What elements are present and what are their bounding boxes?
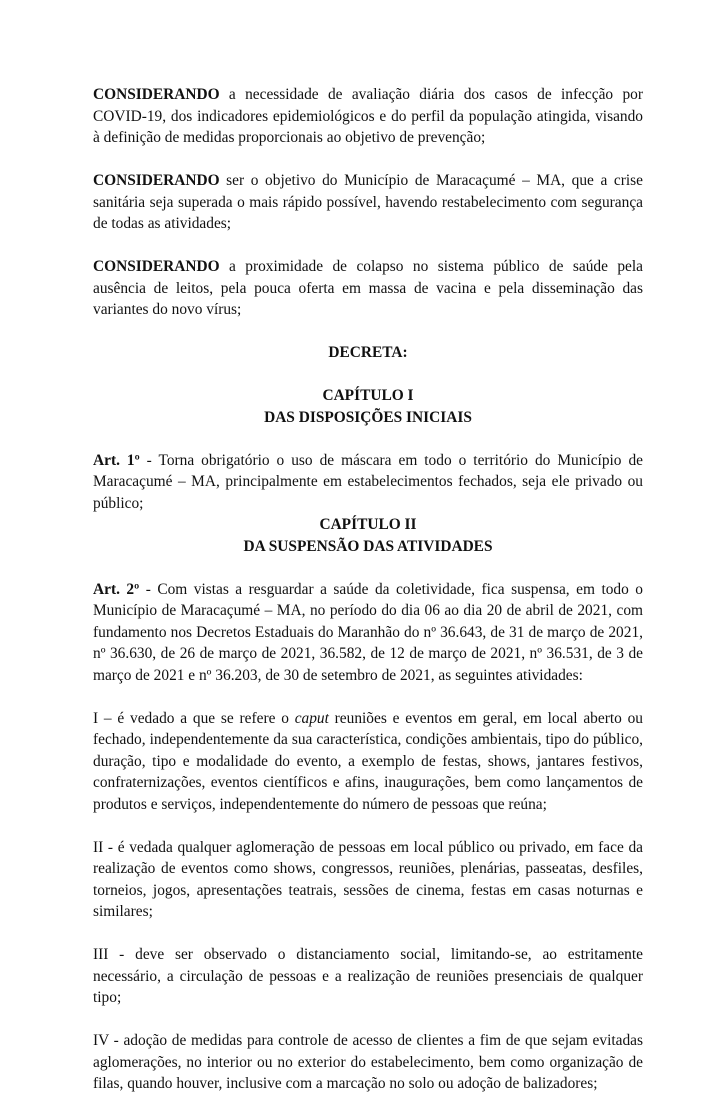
chapter-2-subtitle: DA SUSPENSÃO DAS ATIVIDADES <box>243 537 493 555</box>
considerando-text: ser o objetivo do Município de Maracaçumé – MA, que a crise sanitária seja superada o mais rápido possível, havendo restabelecimento com segurança de todas as atividades; <box>93 172 643 232</box>
inciso-1-after: reuniões e eventos em geral, em local aberto ou fechado, independentemente da sua característica, condições ambientais, tipo do público, duração, tipo e modalidade do evento, a exemplo de festas, shows, jantares festivos, confraternizações, eventos científicos e afins, inaugurações, bem como lançamentos de produtos e serviços, independentemente do número de pessoas que reúna; <box>93 709 643 813</box>
document-page <box>93 84 643 1095</box>
inciso-3: III - deve ser observado o distanciamento social, limitando-se, ao estritamente necessário, a circulação de pessoas e a realização de reuniões presenciais de qualquer tipo; <box>93 946 643 1006</box>
considerando-paragraph-1 <box>93 84 643 149</box>
article-2-label: Art. 2º <box>93 580 140 598</box>
chapter-1-subtitle: DAS DISPOSIÇÕES INICIAIS <box>264 408 472 426</box>
article-2-text: - Com vistas a resguardar a saúde da coletividade, fica suspensa, em todo o Município de Maracaçumé – MA, no período do dia 06 ao dia 20 de abril de 2021, com fundamento nos Decretos Estaduais do Maranhão do nº 36.643, de 31 de março de 2021, nº 36.630, de 26 de março de 2021, 36.582, de 12 de março de 2021, nº 36.531, de 3 de março de 2021 e nº 36.203, de 30 de setembro de 2021, as seguintes atividades: <box>93 580 644 684</box>
inciso-1 <box>93 708 643 816</box>
considerando-paragraph-2 <box>93 170 643 235</box>
inciso-1-italic: caput <box>294 709 329 727</box>
decreta-heading: DECRETA: <box>328 344 408 361</box>
inciso-4: IV - adoção de medidas para controle de acesso de clientes a fim de que sejam evitadas aglomerações, no interior ou no exterior do estabelecimento, bem como organização de filas, quando houver, inclusive com a marcação no solo ou adoção de balizadores; <box>93 1032 643 1092</box>
chapter-2-title: CAPÍTULO II <box>319 516 417 533</box>
chapter-1-title: CAPÍTULO I <box>322 387 414 404</box>
considerando-paragraph-3 <box>93 256 643 321</box>
considerando-text: a necessidade de avaliação diária dos casos de infecção por COVID-19, dos indicadores epidemiológicos e do perfil da população atingida, visando à definição de medidas proporcionais ao objetivo de prevenção; <box>93 86 643 146</box>
considerando-label: CONSIDERANDO <box>93 86 220 103</box>
article-1-label: Art. 1º <box>93 451 140 469</box>
article-1 <box>93 450 643 515</box>
considerando-label: CONSIDERANDO <box>93 258 220 275</box>
article-2 <box>93 579 643 687</box>
article-1-text: - Torna obrigatório o uso de máscara em todo o território do Município de Maracaçumé – MA, principalmente em estabelecimentos fechados, seja ele privado ou público; <box>93 451 644 512</box>
considerando-text: a proximidade de colapso no sistema público de saúde pela ausência de leitos, pela pouca oferta em massa de vacina e pela disseminação das variantes do novo vírus; <box>93 258 643 318</box>
inciso-2: II - é vedada qualquer aglomeração de pessoas em local público ou privado, em face da realização de eventos como shows, congressos, reuniões, plenárias, passeatas, desfiles, torneios, jogos, apresentações teatrais, sessões de cinema, festas em casas noturnas e similares; <box>93 838 643 920</box>
inciso-1-before: I – é vedado a que se refere o <box>93 709 295 727</box>
considerando-label: CONSIDERANDO <box>93 172 220 189</box>
